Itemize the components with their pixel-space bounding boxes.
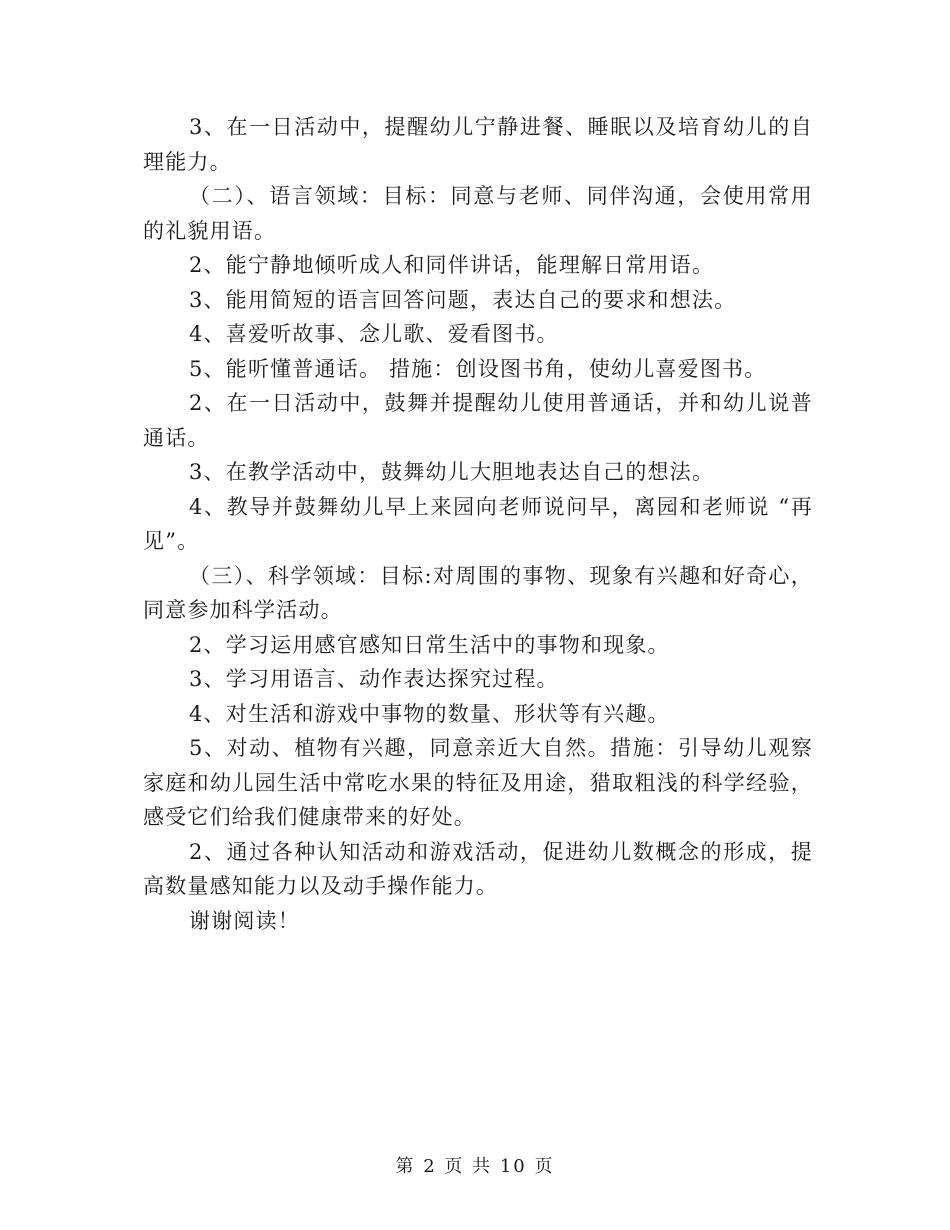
paragraph-science-quantity: 4、对生活和游戏中事物的数量、形状等有兴趣。 xyxy=(189,701,670,726)
paragraph-language-mandarin: 5、能听懂普通话。 措施：创设图书角，使幼儿喜爱图书。 xyxy=(189,356,767,381)
page-footer: 第 2 页 共 10 页 xyxy=(395,1156,555,1177)
paragraph-thanks: 谢谢阅读！ xyxy=(189,908,300,933)
paragraph-language-answer: 3、能用简短的语言回答问题，表达自己的要求和想法。 xyxy=(189,287,737,312)
paragraph-language-teaching: 3、在教学活动中，鼓舞幼儿大胆地表达自己的想法。 xyxy=(189,460,715,484)
paragraph-science-senses: 2、学习运用感官感知日常生活中的事物和现象。 xyxy=(189,632,670,657)
paragraph-science-goal: （三）、科学领域：目标:对周围的事物、现象有兴趣和好奇心，同意参加科学活动。 xyxy=(143,563,813,622)
paragraph-language-goal: （二）、语言领域：目标：同意与老师、同伴沟通，会使用常用的礼貌用语。 xyxy=(143,184,813,243)
paragraph-science-nature: 5、对动、植物有兴趣，同意亲近大自然。措施：引导幼儿观察家庭和幼儿园生活中常吃水果的特征及用途，猎取粗浅的科学经验，感受它们给我们健康带来的好处。 xyxy=(143,736,813,829)
paragraph-language-listen: 2、能宁静地倾听成人和同伴讲话，能理解日常用语。 xyxy=(189,253,715,277)
paragraph-language-stories: 4、喜爱听故事、念儿歌、爱看图书。 xyxy=(189,322,559,346)
paragraph-language-encourage: 2、在一日活动中，鼓舞并提醒幼儿使用普通话，并和幼儿说普通话。 xyxy=(143,391,813,450)
document-body xyxy=(143,110,813,938)
paragraph-self-care: 3、在一日活动中，提醒幼儿宁静进餐、睡眠以及培育幼儿的自理能力。 xyxy=(143,115,813,174)
paragraph-science-numbers: 2、通过各种认知活动和游戏活动，促进幼儿数概念的形成，提高数量感知能力以及动手操作能力。 xyxy=(143,839,813,898)
paragraph-language-greeting: 4、教导并鼓舞幼儿早上来园向老师说问早，离园和老师说 “再见”。 xyxy=(143,494,813,553)
paragraph-science-explore: 3、学习用语言、动作表达探究过程。 xyxy=(189,667,559,691)
